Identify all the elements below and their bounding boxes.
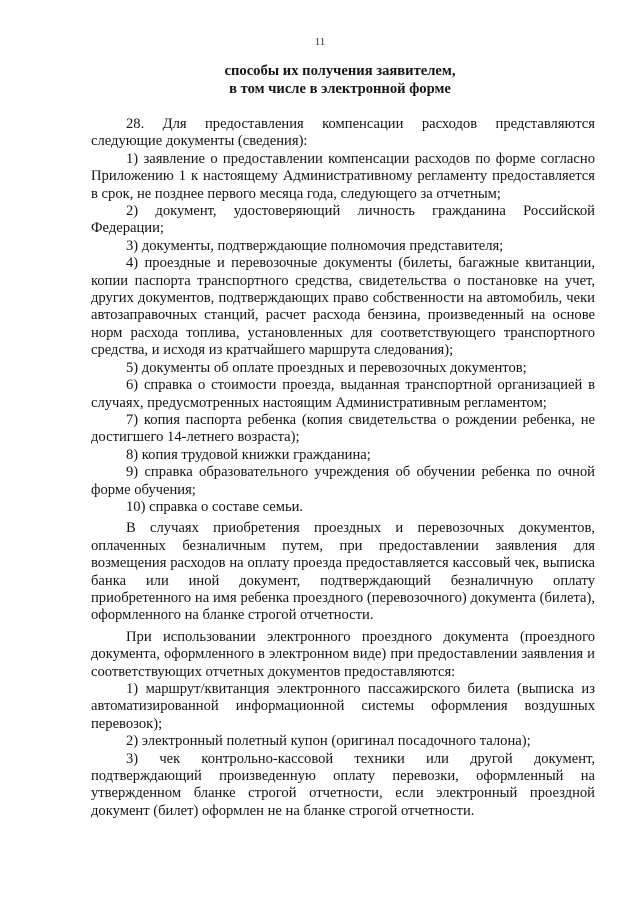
list-item-10: 10) справка о составе семьи. [126,498,304,515]
list-item-9: 9) справка образовательного учреждения об обучении ребенка по очной форме обучения; [91,464,595,498]
list-item-3: 3) документы, подтверждающие полномочия представителя; [126,237,504,254]
electronic-item-2: 2) электронный полетный купон (оригинал посадочного талона); [126,733,531,750]
list-item-5: 5) документы об оплате проездных и перевозочных документов; [126,359,527,376]
list-item-1: 1) заявление о предоставлении компенсации расходов по форме согласно Приложению 1 к настоящему Административному регламенту предоставляется в срок, не позднее первого месяца года, следующего за отчетным; [91,150,595,202]
paragraph-cashless-payment: В случаях приобретения проездных и перевозочных документов, оплаченных безналичным путем, при предоставлении заявления для возмещения расходов на оплату проезда предоставляется кассовый чек, выписка банка или иной документ, подтверждающий безналичную оплату приобретенного на имя ребенка проездного (перевозочного) документа (билета), оформленного на бланке строгой отчетности. [91,520,595,624]
section-heading [90,62,590,98]
document-body [91,116,595,820]
list-item-6: 6) справка о стоимости проезда, выданная транспортной организацией в случаях, предусмотренных настоящим Административным регламентом; [91,377,595,411]
page-number: 11 [314,36,326,48]
list-item-7: 7) копия паспорта ребенка (копия свидетельства о рождении ребенка, не достигшего 14-летнего возраста); [91,411,595,446]
list-item-8: 8) копия трудовой книжки гражданина; [126,446,371,463]
list-item-4: 4) проездные и перевозочные документы (билеты, багажные квитанции, копии паспорта транспортного средства, свидетельства о постановке на учет, других документов, подтверждающих право собственности на автомобиль, чеки автозаправочных станций, расчет расхода бензина, произведенный на основе норм расхода топлива, установленных для соответствующего транспортного средства, и исходя из кратчайшего маршрута следования); [91,255,595,359]
heading-line-1: способы их получения заявителем, [224,63,456,79]
electronic-item-3: 3) чек контрольно-кассовой техники или другой документ, подтверждающий произведенную оплату перевозки, оформленный на утвержденном бланке строгой отчетности, если электронный проездной документ (билет) оформлен не на бланке строгой отчетности. [91,750,595,819]
electronic-item-1: 1) маршрут/квитанция электронного пассажирского билета (выписка из автоматизированной информационной системы оформления воздушных перевозок); [91,681,595,732]
paragraph-electronic-ticket: При использовании электронного проездного документа (проездного документа, оформленного в электронном виде) при предоставлении заявления и соответствующих отчетных документов предоставляются: [91,628,595,680]
heading-line-2: в том числе в электронной форме [229,81,451,97]
paragraph-28: 28. Для предоставления компенсации расходов представляются следующие документы (сведения): [91,116,595,150]
list-item-2: 2) документ, удостоверяющий личность гражданина Российской Федерации; [91,203,595,237]
